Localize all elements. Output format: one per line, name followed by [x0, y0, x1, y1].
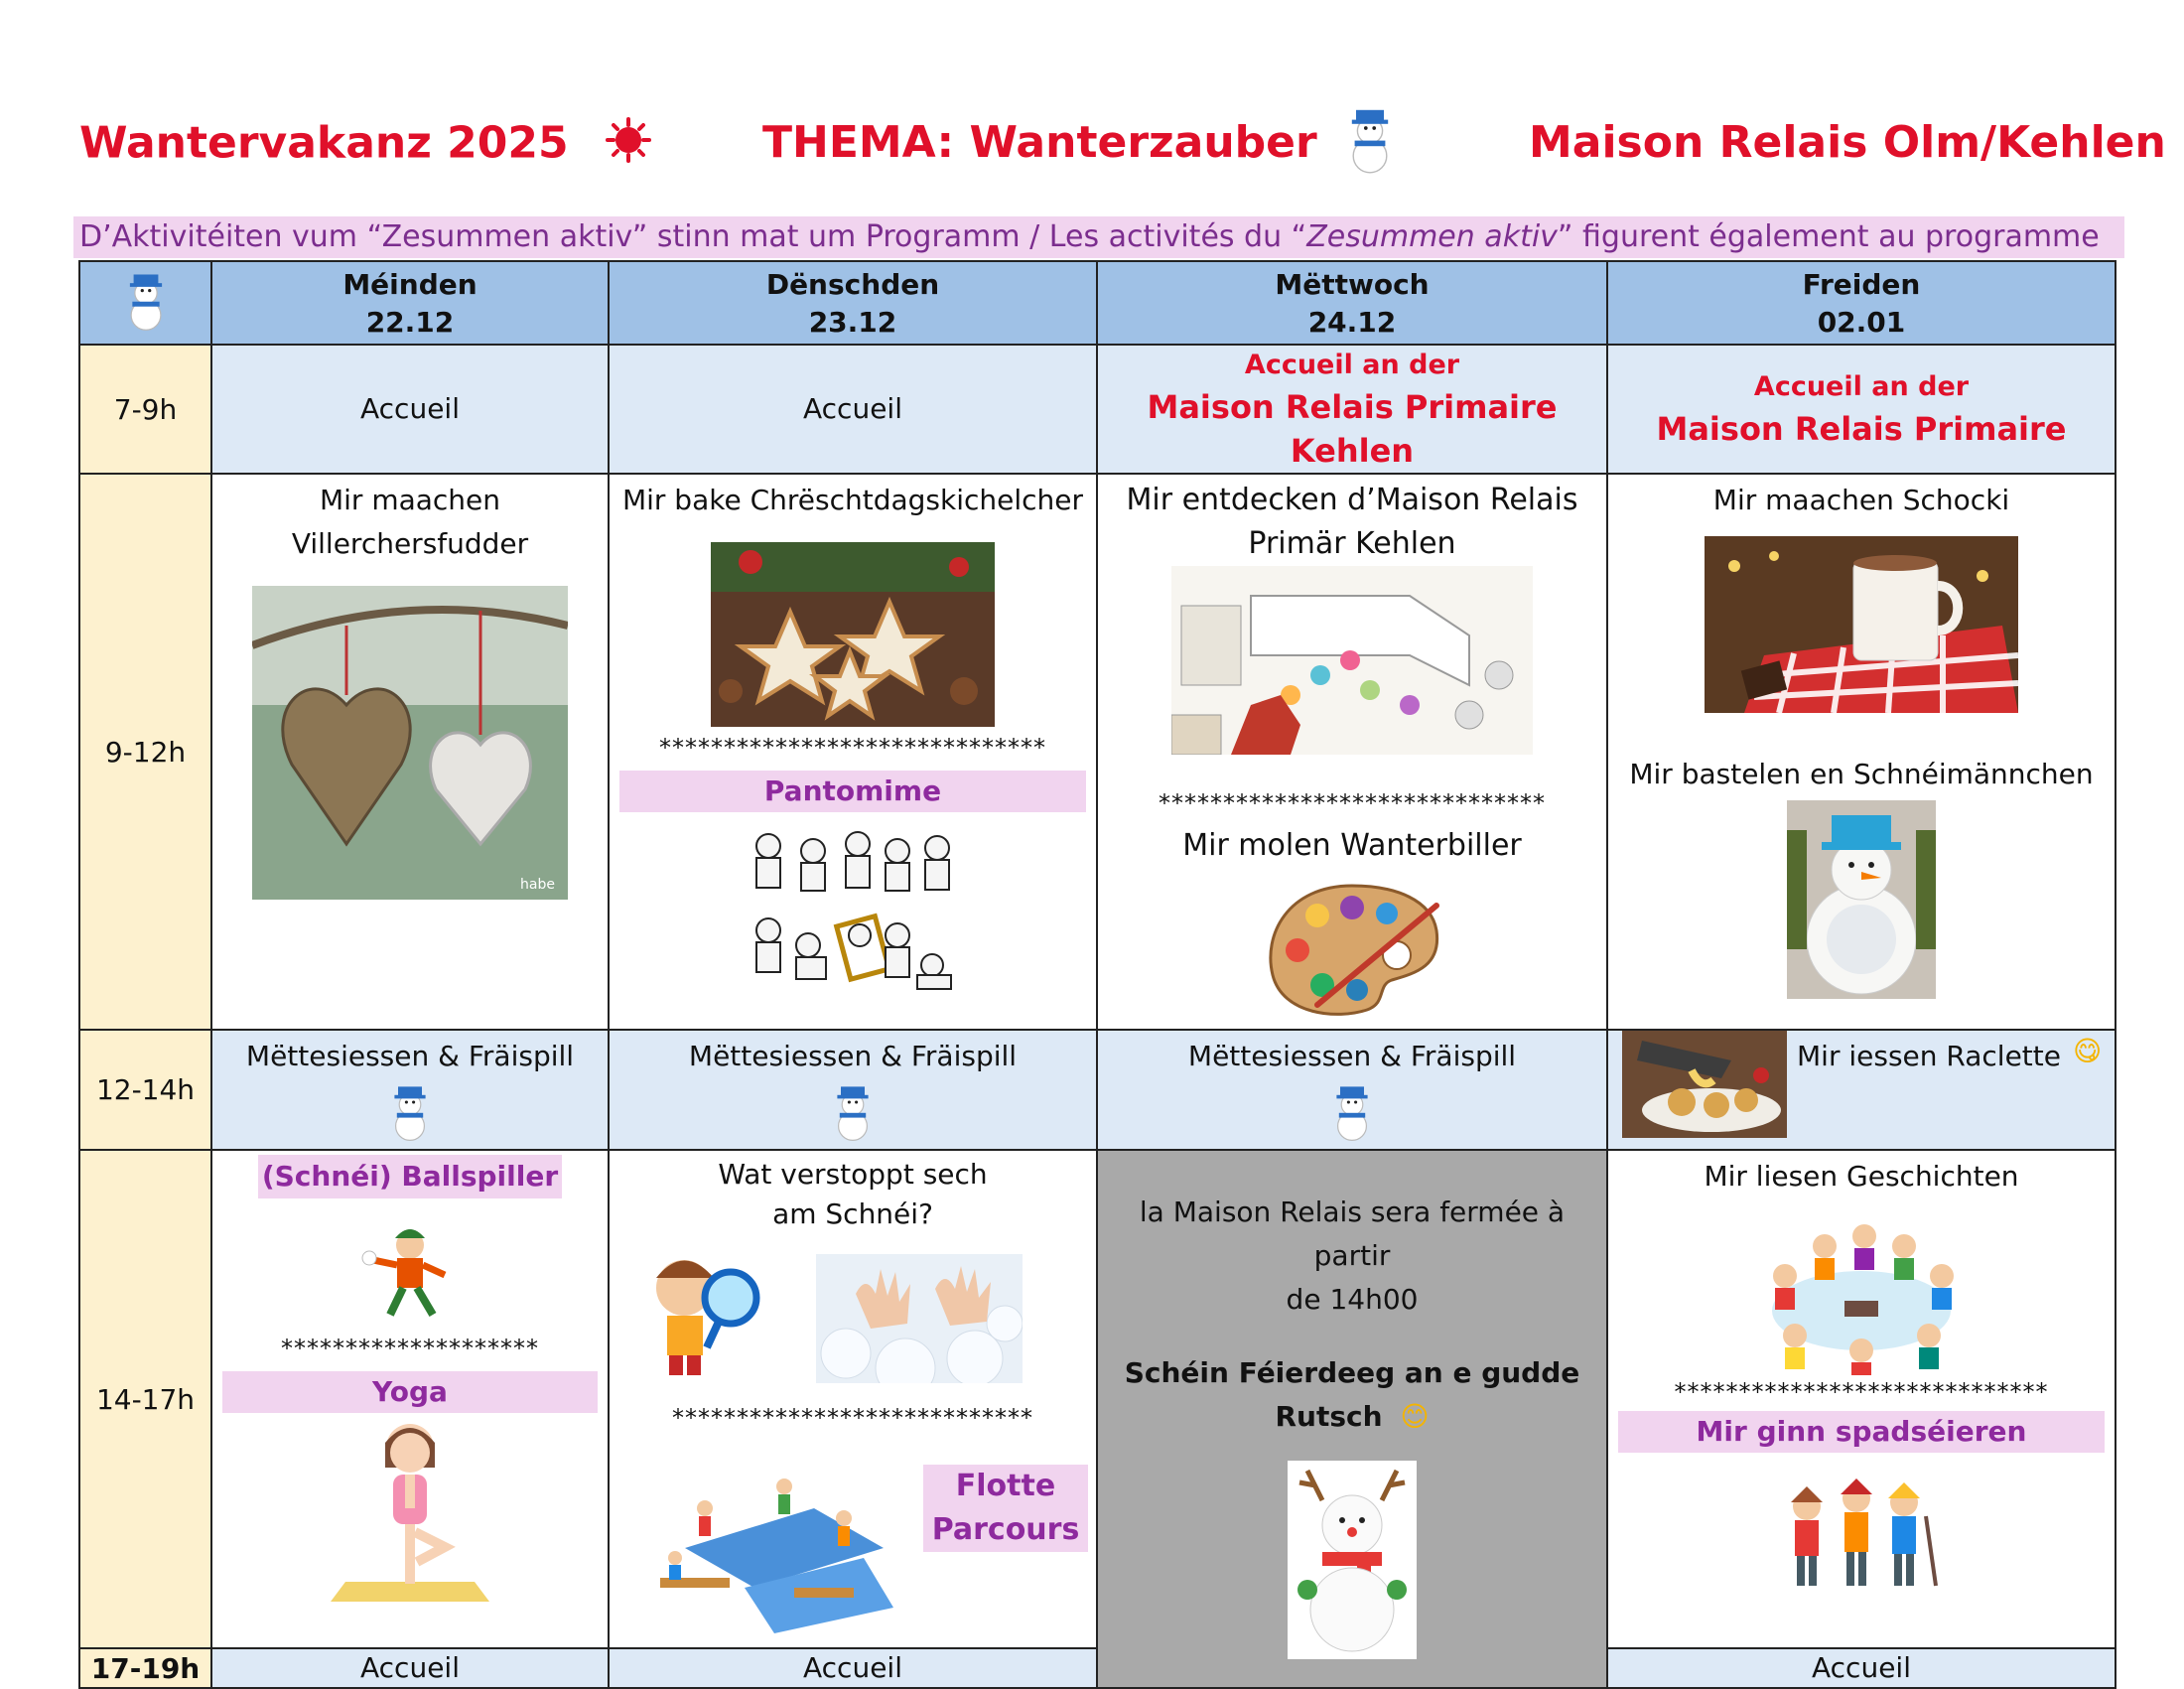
day-date: 22.12	[365, 306, 455, 339]
day-name: Méinden	[342, 268, 478, 301]
parcours-line1: Flotte	[955, 1469, 1056, 1503]
fri-7-9-line2: Maison Relais Primaire	[1656, 410, 2067, 448]
photo-watermark: habe	[520, 877, 555, 893]
reindeer-snowman-illustration	[1288, 1461, 1417, 1659]
wed-7-9-line1: Accueil an der	[1244, 350, 1460, 380]
snowball-child-illustration	[355, 1220, 465, 1330]
time-7-9: 7-9h	[79, 345, 211, 474]
banner-part1: D’Aktivitéiten vum “Zesummen aktiv” stinn mat um Programm / Les activités du “	[79, 219, 1307, 254]
raclette-photo	[1622, 1031, 1787, 1138]
snowman-icon	[385, 1084, 435, 1144]
day-header-tue	[609, 261, 1097, 345]
header-left	[79, 117, 651, 174]
time-17-19: 17-19h	[79, 1648, 211, 1688]
stars-divider: *****************************	[1674, 1378, 2049, 1406]
hot-chocolate-photo	[1705, 536, 2018, 713]
wed-closed-line1: la Maison Relais sera fermée à partir	[1139, 1196, 1566, 1272]
wed-9-12-line1: Mir entdecken d’Maison Relais	[1126, 483, 1578, 517]
smiley-icon: 😊	[1400, 1400, 1430, 1433]
parcours-illustration	[645, 1469, 901, 1633]
fri-7-9	[1607, 345, 2116, 474]
mon-9-12	[211, 474, 609, 1030]
wed-12-14	[1097, 1030, 1607, 1150]
header-right	[1529, 117, 2166, 168]
wed-9-12-line2: Primär Kehlen	[1248, 526, 1456, 561]
bird-feeder-photo	[252, 586, 568, 900]
fri-12-14	[1607, 1030, 2116, 1150]
tue-14-17-line2: am Schnéi?	[772, 1197, 933, 1230]
tue-7-9: Accueil	[609, 345, 1097, 474]
wed-closed-line4: Rutsch	[1275, 1400, 1383, 1433]
mon-9-12-line2: Villerchersfudder	[291, 527, 529, 560]
fri-7-9-line1: Accueil an der	[1753, 371, 1970, 402]
virus-sun-icon	[606, 117, 651, 174]
day-date: 02.01	[1817, 306, 1906, 339]
cookies-photo	[711, 542, 995, 727]
fri-14-17-title: Mir liesen Geschichten	[1704, 1160, 2019, 1193]
fri-9-12-title: Mir maachen Schocki	[1712, 484, 2010, 516]
schedule-table	[78, 260, 2116, 1689]
wed-7-9	[1097, 345, 1607, 474]
mon-7-9: Accueil	[211, 345, 609, 474]
stars-divider: ****************************	[672, 1404, 1033, 1432]
mimes-illustration	[749, 826, 957, 995]
time-9-12: 9-12h	[79, 474, 211, 1030]
tue-9-12-title: Mir bake Chrëschtdagskichelcher	[621, 484, 1084, 516]
tue-17-19: Accueil	[609, 1648, 1097, 1688]
day-date: 24.12	[1307, 306, 1397, 339]
mon-12-14	[211, 1030, 609, 1150]
fri-17-19: Accueil	[1607, 1648, 2116, 1688]
banner-part2: ” figurent également au programme	[1557, 219, 2100, 254]
program-banner	[73, 216, 2124, 258]
wed-closed-line2: de 14h00	[1286, 1283, 1419, 1316]
day-name: Freiden	[1802, 268, 1921, 301]
hands-in-snow-photo	[816, 1254, 1023, 1383]
snowman-craft-photo	[1787, 800, 1936, 999]
header-left-text: Wantervakanz 2025	[79, 117, 569, 169]
hiking-children-illustration	[1777, 1477, 1946, 1596]
header-right-text: Maison Relais Olm/Kehlen	[1529, 117, 2166, 168]
spadseieren-bar: Mir ginn spadséieren	[1618, 1411, 2105, 1453]
magnifier-child-illustration	[639, 1238, 762, 1377]
tue-9-12	[609, 474, 1097, 1030]
yoga-bar: Yoga	[222, 1371, 598, 1413]
day-name: Dënschden	[765, 268, 940, 301]
day-header-wed	[1097, 261, 1607, 345]
wed-closed-line3: Schéin Féierdeeg an e gudde	[1124, 1356, 1580, 1389]
paint-palette-icon	[1258, 876, 1446, 1025]
yoga-girl-illustration	[326, 1413, 494, 1602]
ballspiller-title: (Schnéi) Ballspiller	[258, 1155, 562, 1198]
corner-cell	[79, 261, 211, 345]
time-12-14: 12-14h	[79, 1030, 211, 1150]
fri-12-14-text: Mir iessen Raclette	[1797, 1040, 2061, 1072]
smiley-icon: 😋	[2073, 1035, 2103, 1067]
reading-children-illustration	[1755, 1216, 1968, 1375]
fri-14-17	[1607, 1150, 2116, 1648]
wed-9-12-title2: Mir molen Wanterbiller	[1182, 828, 1522, 863]
fri-9-12	[1607, 474, 2116, 1030]
snowman-icon	[828, 1084, 878, 1144]
day-date: 23.12	[808, 306, 897, 339]
pantomime-bar: Pantomime	[619, 771, 1086, 812]
parcours-bar	[923, 1465, 1088, 1552]
mon-14-17	[211, 1150, 609, 1648]
tue-12-14-text: Mëttesiessen & Fräispill	[688, 1040, 1018, 1072]
snowman-icon	[1327, 1084, 1377, 1144]
wed-9-12	[1097, 474, 1607, 1030]
mon-9-12-line1: Mir maachen	[319, 484, 501, 516]
parcours-line2: Parcours	[931, 1512, 1080, 1547]
mon-17-19: Accueil	[211, 1648, 609, 1688]
mon-12-14-text: Mëttesiessen & Fräispill	[245, 1040, 575, 1072]
banner-italic: Zesummen aktiv	[1306, 219, 1558, 254]
day-header-mon	[211, 261, 609, 345]
snowman-icon	[1342, 107, 1398, 177]
stars-divider: ******************************	[1159, 789, 1546, 817]
wed-14-19-closed	[1097, 1150, 1607, 1688]
fri-9-12-title2: Mir bastelen en Schnéimännchen	[1629, 758, 2094, 790]
wed-12-14-text: Mëttesiessen & Fräispill	[1187, 1040, 1517, 1072]
tue-14-17	[609, 1150, 1097, 1648]
day-header-fri	[1607, 261, 2116, 345]
header-middle	[762, 117, 1317, 168]
snowman-icon	[120, 272, 172, 334]
time-14-17: 14-17h	[79, 1150, 211, 1648]
header-middle-text: THEMA: Wanterzauber	[762, 117, 1317, 168]
stars-divider: ********************	[281, 1335, 539, 1362]
wed-closed-line4-wrap	[1098, 1395, 1606, 1439]
tue-12-14	[609, 1030, 1097, 1150]
room-plan-illustration	[1171, 566, 1533, 755]
day-name: Mëttwoch	[1275, 268, 1430, 301]
wed-7-9-line2: Maison Relais Primaire Kehlen	[1147, 388, 1558, 470]
tue-14-17-line1: Wat verstoppt sech	[718, 1158, 988, 1191]
stars-divider: ******************************	[659, 734, 1046, 762]
